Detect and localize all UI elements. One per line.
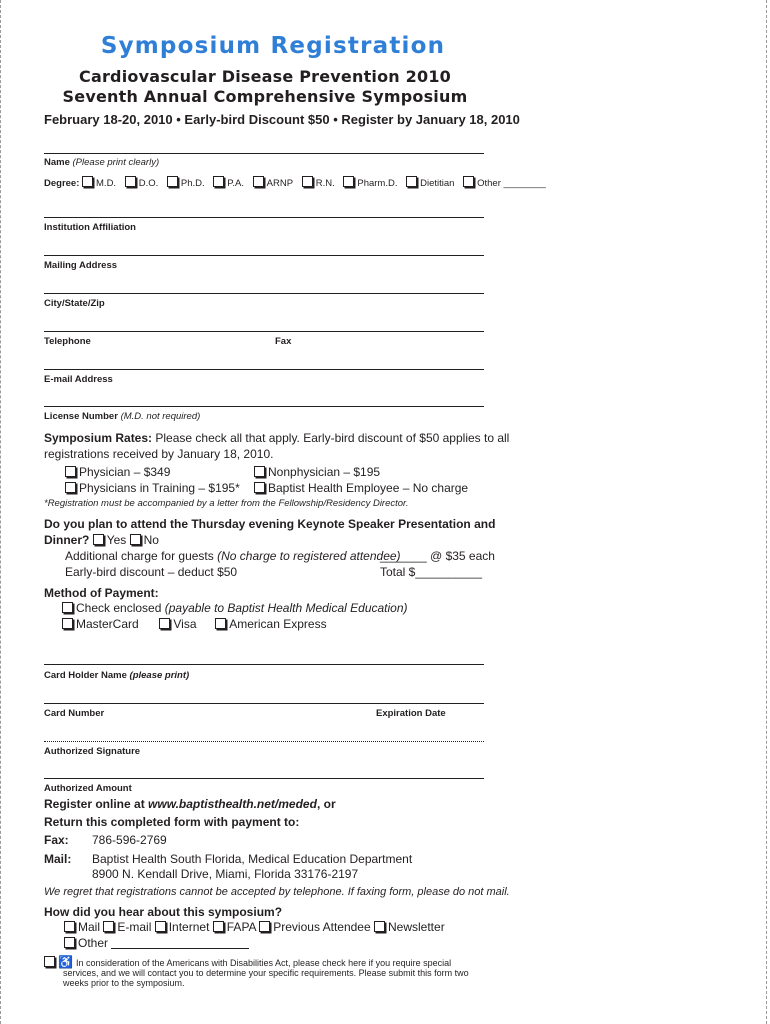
name-line[interactable]: [44, 153, 484, 154]
card-options: [62, 617, 327, 631]
checkbox-icon[interactable]: [65, 466, 76, 477]
signature-label: Authorized Signature: [44, 746, 141, 757]
checkbox-icon[interactable]: [155, 921, 166, 932]
hear-options: [64, 920, 445, 934]
employee-option[interactable]: Baptist Health Employee – No charge: [254, 481, 468, 495]
right-cut-line: [766, 0, 767, 1024]
cardholder-label: Card Holder Name (please print): [44, 670, 190, 681]
degree-pa: P.A.: [227, 178, 245, 189]
amex-option: American Express: [229, 617, 327, 631]
license-line[interactable]: [44, 406, 484, 407]
hear-previous: Previous Attendee: [273, 920, 371, 934]
checkbox-icon[interactable]: [125, 176, 136, 187]
degree-arnp: ARNP: [266, 178, 294, 189]
checkbox-icon[interactable]: [213, 176, 224, 187]
checkbox-icon[interactable]: [254, 466, 265, 477]
license-label: License Number (M.D. not required): [44, 411, 201, 422]
rates-text-2: registrations received by January 18, 2010.: [44, 447, 274, 461]
keynote-row: Dinner? Yes No: [44, 533, 159, 547]
hear-mail: Mail: [78, 920, 101, 934]
wheelchair-icon: ♿: [58, 955, 73, 969]
institution-label: Institution Affiliation: [44, 222, 136, 233]
symposium-subtitle: Seventh Annual Comprehensive Symposium: [62, 87, 468, 106]
card-number-label: Card Number: [44, 708, 105, 719]
amount-line[interactable]: [44, 778, 484, 779]
checkbox-icon[interactable]: [65, 482, 76, 493]
ada-notice: ♿ In consideration of the Americans with Disabilities Act, please check here if you require special services, and we will contact you to determine your specific requirements. Please submit this form two weeks prior to the symposium.: [44, 956, 469, 988]
checkbox-icon[interactable]: [215, 618, 226, 629]
expiration-label: Expiration Date: [376, 708, 446, 719]
fax-number-label: Fax:: [44, 833, 69, 847]
guests-each[interactable]: _______ @ $35 each: [380, 549, 495, 563]
city-line[interactable]: [44, 293, 484, 294]
checkbox-icon[interactable]: [343, 176, 354, 187]
institution-line[interactable]: [44, 217, 484, 218]
symposium-name: Cardiovascular Disease Prevention 2010: [79, 67, 451, 86]
register-url[interactable]: www.baptisthealth.net/meded: [148, 797, 317, 811]
degree-md: M.D.: [96, 178, 117, 189]
mail-address-2: 8900 N. Kendall Drive, Miami, Florida 33176-2197: [92, 867, 359, 881]
register-online: Register online at www.baptisthealth.net/meded, or: [44, 797, 336, 811]
rates-note: *Registration must be accompanied by a letter from the Fellowship/Residency Director.: [44, 498, 409, 509]
hear-newsletter: Newsletter: [388, 920, 445, 934]
email-line[interactable]: [44, 369, 484, 370]
keynote-no: No: [143, 533, 159, 547]
physician-option[interactable]: Physician – $349: [65, 465, 170, 479]
fax-number: 786-596-2769: [92, 833, 167, 847]
keynote-question: Do you plan to attend the Thursday evening Keynote Speaker Presentation and: [44, 517, 496, 531]
visa-option: Visa: [173, 617, 197, 631]
cardholder-line[interactable]: [44, 664, 484, 665]
checkbox-icon[interactable]: [44, 956, 55, 967]
total-field[interactable]: Total $__________: [380, 565, 483, 579]
checkbox-icon[interactable]: [103, 921, 114, 932]
left-cut-line: [0, 0, 1, 1024]
checkbox-icon[interactable]: [82, 176, 93, 187]
hear-internet: Internet: [168, 920, 210, 934]
degree-rn: R.N.: [315, 178, 335, 189]
degree-dietitian: Dietitian: [420, 178, 455, 189]
city-label: City/State/Zip: [44, 298, 105, 309]
rates-text: Symposium Rates: Please check all that apply. Early-bird discount of $50 applies to all: [44, 431, 510, 445]
regret-note: We regret that registrations cannot be accepted by telephone. If faxing form, please do not mail.: [44, 886, 510, 898]
mastercard-option: MasterCard: [76, 617, 139, 631]
guests-line: Additional charge for guests (No charge to registered attendee): [65, 549, 401, 563]
checkbox-icon[interactable]: [64, 921, 75, 932]
hear-email: E-mail: [117, 920, 152, 934]
earlybird-line: Early-bird discount – deduct $50: [65, 565, 238, 579]
degree-row: [44, 176, 546, 189]
nonphysician-option[interactable]: Nonphysician – $195: [254, 465, 380, 479]
dates-line: February 18-20, 2010 • Early-bird Discount $50 • Register by January 18, 2010: [44, 112, 520, 127]
mailing-line[interactable]: [44, 255, 484, 256]
training-option[interactable]: Physicians in Training – $195*: [65, 481, 240, 495]
fax-label: Fax: [275, 336, 292, 347]
mail-address-1: Baptist Health South Florida, Medical Education Department: [92, 852, 413, 866]
payment-heading: Method of Payment:: [44, 586, 159, 600]
checkbox-icon[interactable]: [62, 602, 73, 613]
degree-label: Degree:: [44, 178, 80, 189]
telephone-label: Telephone: [44, 336, 91, 347]
checkbox-icon[interactable]: [259, 921, 270, 932]
phone-line[interactable]: [44, 331, 484, 332]
degree-pharmd: Pharm.D.: [357, 178, 398, 189]
signature-line[interactable]: [44, 741, 484, 742]
degree-other-blank[interactable]: ________: [503, 178, 546, 189]
page-title: Symposium Registration: [100, 33, 446, 59]
degree-do: D.O.: [138, 178, 159, 189]
checkbox-icon[interactable]: [374, 921, 385, 932]
card-number-line[interactable]: [44, 703, 484, 704]
checkbox-icon[interactable]: [406, 176, 417, 187]
checkbox-icon[interactable]: [130, 534, 141, 545]
checkbox-icon[interactable]: [463, 176, 474, 187]
hear-other[interactable]: Other: [64, 936, 249, 950]
checkbox-icon[interactable]: [93, 534, 104, 545]
checkbox-icon[interactable]: [302, 176, 313, 187]
rates-heading: Symposium Rates:: [44, 431, 153, 445]
return-line: Return this completed form with payment to:: [44, 815, 300, 829]
hear-question: How did you hear about this symposium?: [44, 905, 283, 919]
checkbox-icon[interactable]: [254, 482, 265, 493]
checkbox-icon[interactable]: [64, 937, 75, 948]
amount-label: Authorized Amount: [44, 783, 132, 794]
mail-label: Mail:: [44, 852, 72, 866]
hear-other-blank[interactable]: [111, 948, 249, 949]
checkbox-icon[interactable]: [62, 618, 73, 629]
degree-phd: Ph.D.: [180, 178, 205, 189]
email-label: E-mail Address: [44, 374, 113, 385]
hear-fapa: FAPA: [226, 920, 256, 934]
degree-other: Other: [477, 178, 501, 189]
checkbox-icon[interactable]: [167, 176, 178, 187]
keynote-yes: Yes: [106, 533, 127, 547]
checkbox-icon[interactable]: [253, 176, 264, 187]
mailing-label: Mailing Address: [44, 260, 118, 271]
check-option[interactable]: Check enclosed (payable to Baptist Health Medical Education): [62, 601, 408, 615]
checkbox-icon[interactable]: [159, 618, 170, 629]
checkbox-icon[interactable]: [213, 921, 224, 932]
name-label: Name (Please print clearly): [44, 157, 160, 168]
